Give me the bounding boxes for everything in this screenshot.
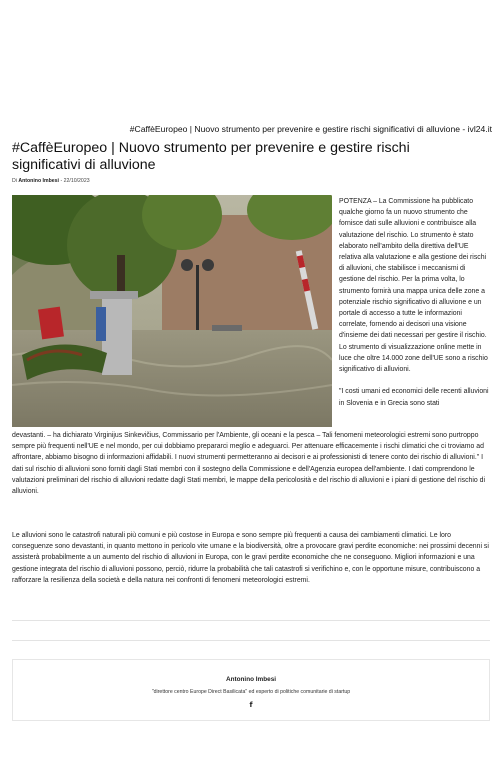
byline-author-link[interactable]: Antonino Imbesi	[18, 178, 59, 184]
section-divider	[12, 620, 490, 621]
article-lead-paragraph	[339, 196, 489, 409]
article-paragraph-climate: Le alluvioni sono le catastrofi naturali più comuni e più costose in Europa e sono sempre più frequenti a causa dei cambiamenti climatici. Le loro conseguenze sono devastanti, in quanto mettono in pericolo vite umane e la biodiversità, oltre a provocare gravi perdite economiche: nei prossimi decenni si assisterà probabilmente a un aumento del rischio di alluvioni in Europa, con le gravi perdite economiche che ne conseguono. Migliori informazioni e una gestione integrata del rischio di alluvioni possono, perciò, ridurre la probabilità che tali catastrofi si verifichino e, con le opportune misure, contribuiscono a rafforzare la resilienza della società e della natura nei confronti di fenomeni meteorologici estremi.	[12, 532, 489, 584]
byline-date: 22/10/2023	[63, 178, 90, 184]
article-byline	[12, 178, 90, 184]
author-box-name[interactable]: Antonino Imbesi	[225, 676, 277, 683]
byline-prefix: Di	[12, 178, 17, 184]
lead-text: POTENZA – La Commissione ha pubblicato qualche giorno fa un nuovo strumento che fornisce dati sulle alluvioni e contribuisce alla valutazione del rischio. Lo strumento è stato elaborato nell'ambito della direttiva dell'UE relativa alla valutazione e alla gestione dei rischi di alluvioni, che stabilisce i meccanismi di gestione del rischio. Per la prima volta, lo strumento fornirà una mappa unica delle zone a potenziale rischio significativo di alluvione e un portale di accesso a tutte le informazioni correlate, fornendo ai decisori una visione d'insieme dei dati necessari per gestire il rischio. Lo strumento di visualizzazione online mette in luce che oltre 14.000 zone dell'UE sono a rischio significativo di alluvioni.	[339, 198, 488, 374]
quote-start-text: "I costi umani ed economici delle recenti alluvioni in Slovenia e in Grecia sono stati	[339, 388, 489, 407]
article-photo-flooded-town	[12, 195, 332, 427]
byline-separator: -	[60, 178, 64, 184]
section-divider	[12, 640, 490, 641]
facebook-icon[interactable]: f	[249, 701, 253, 709]
article-title: #CaffèEuropeo | Nuovo strumento per prevenire e gestire rischi significativi di alluvione	[12, 140, 410, 173]
author-bio-box	[12, 659, 490, 721]
page-header-title: #CaffèEuropeo | Nuovo strumento per prevenire e gestire rischi significativi di alluvione - ivl24.it	[129, 124, 492, 134]
article-quote-paragraph: devastanti. – ha dichiarato Virginijus Sinkevičius, Commissario per l'Ambiente, gli oceani e la pesca – Tali fenomeni meteorologici estremi sono purtroppo sempre più frequenti nell'UE e nel mondo, per cui dobbiamo prepararci meglio e adeguarci. Per attenuare efficacemente i rischi climatici che ci troviamo ad affrontare, abbiamo bisogno di informazioni affidabili. I nuovi strumenti permetteranno ai decisori e ai professionisti di tenere conto dei rischio di alluvioni." I dati sul rischio di alluvioni sono forniti dagli Stati membri con il sostegno della Commissione e dell'Agenzia europea dell'ambiente. I dati comprendono le valutazioni preliminari del rischio di alluvioni redatte dagli Stati membri, le mappe della pericolosità e del rischio di alluvioni e i piani di gestione del rischio di alluvioni.	[12, 432, 486, 496]
author-box-bio: "direttore centro Europe Direct Basilicata" ed esperto di politiche comunitarie di startup	[151, 689, 351, 695]
